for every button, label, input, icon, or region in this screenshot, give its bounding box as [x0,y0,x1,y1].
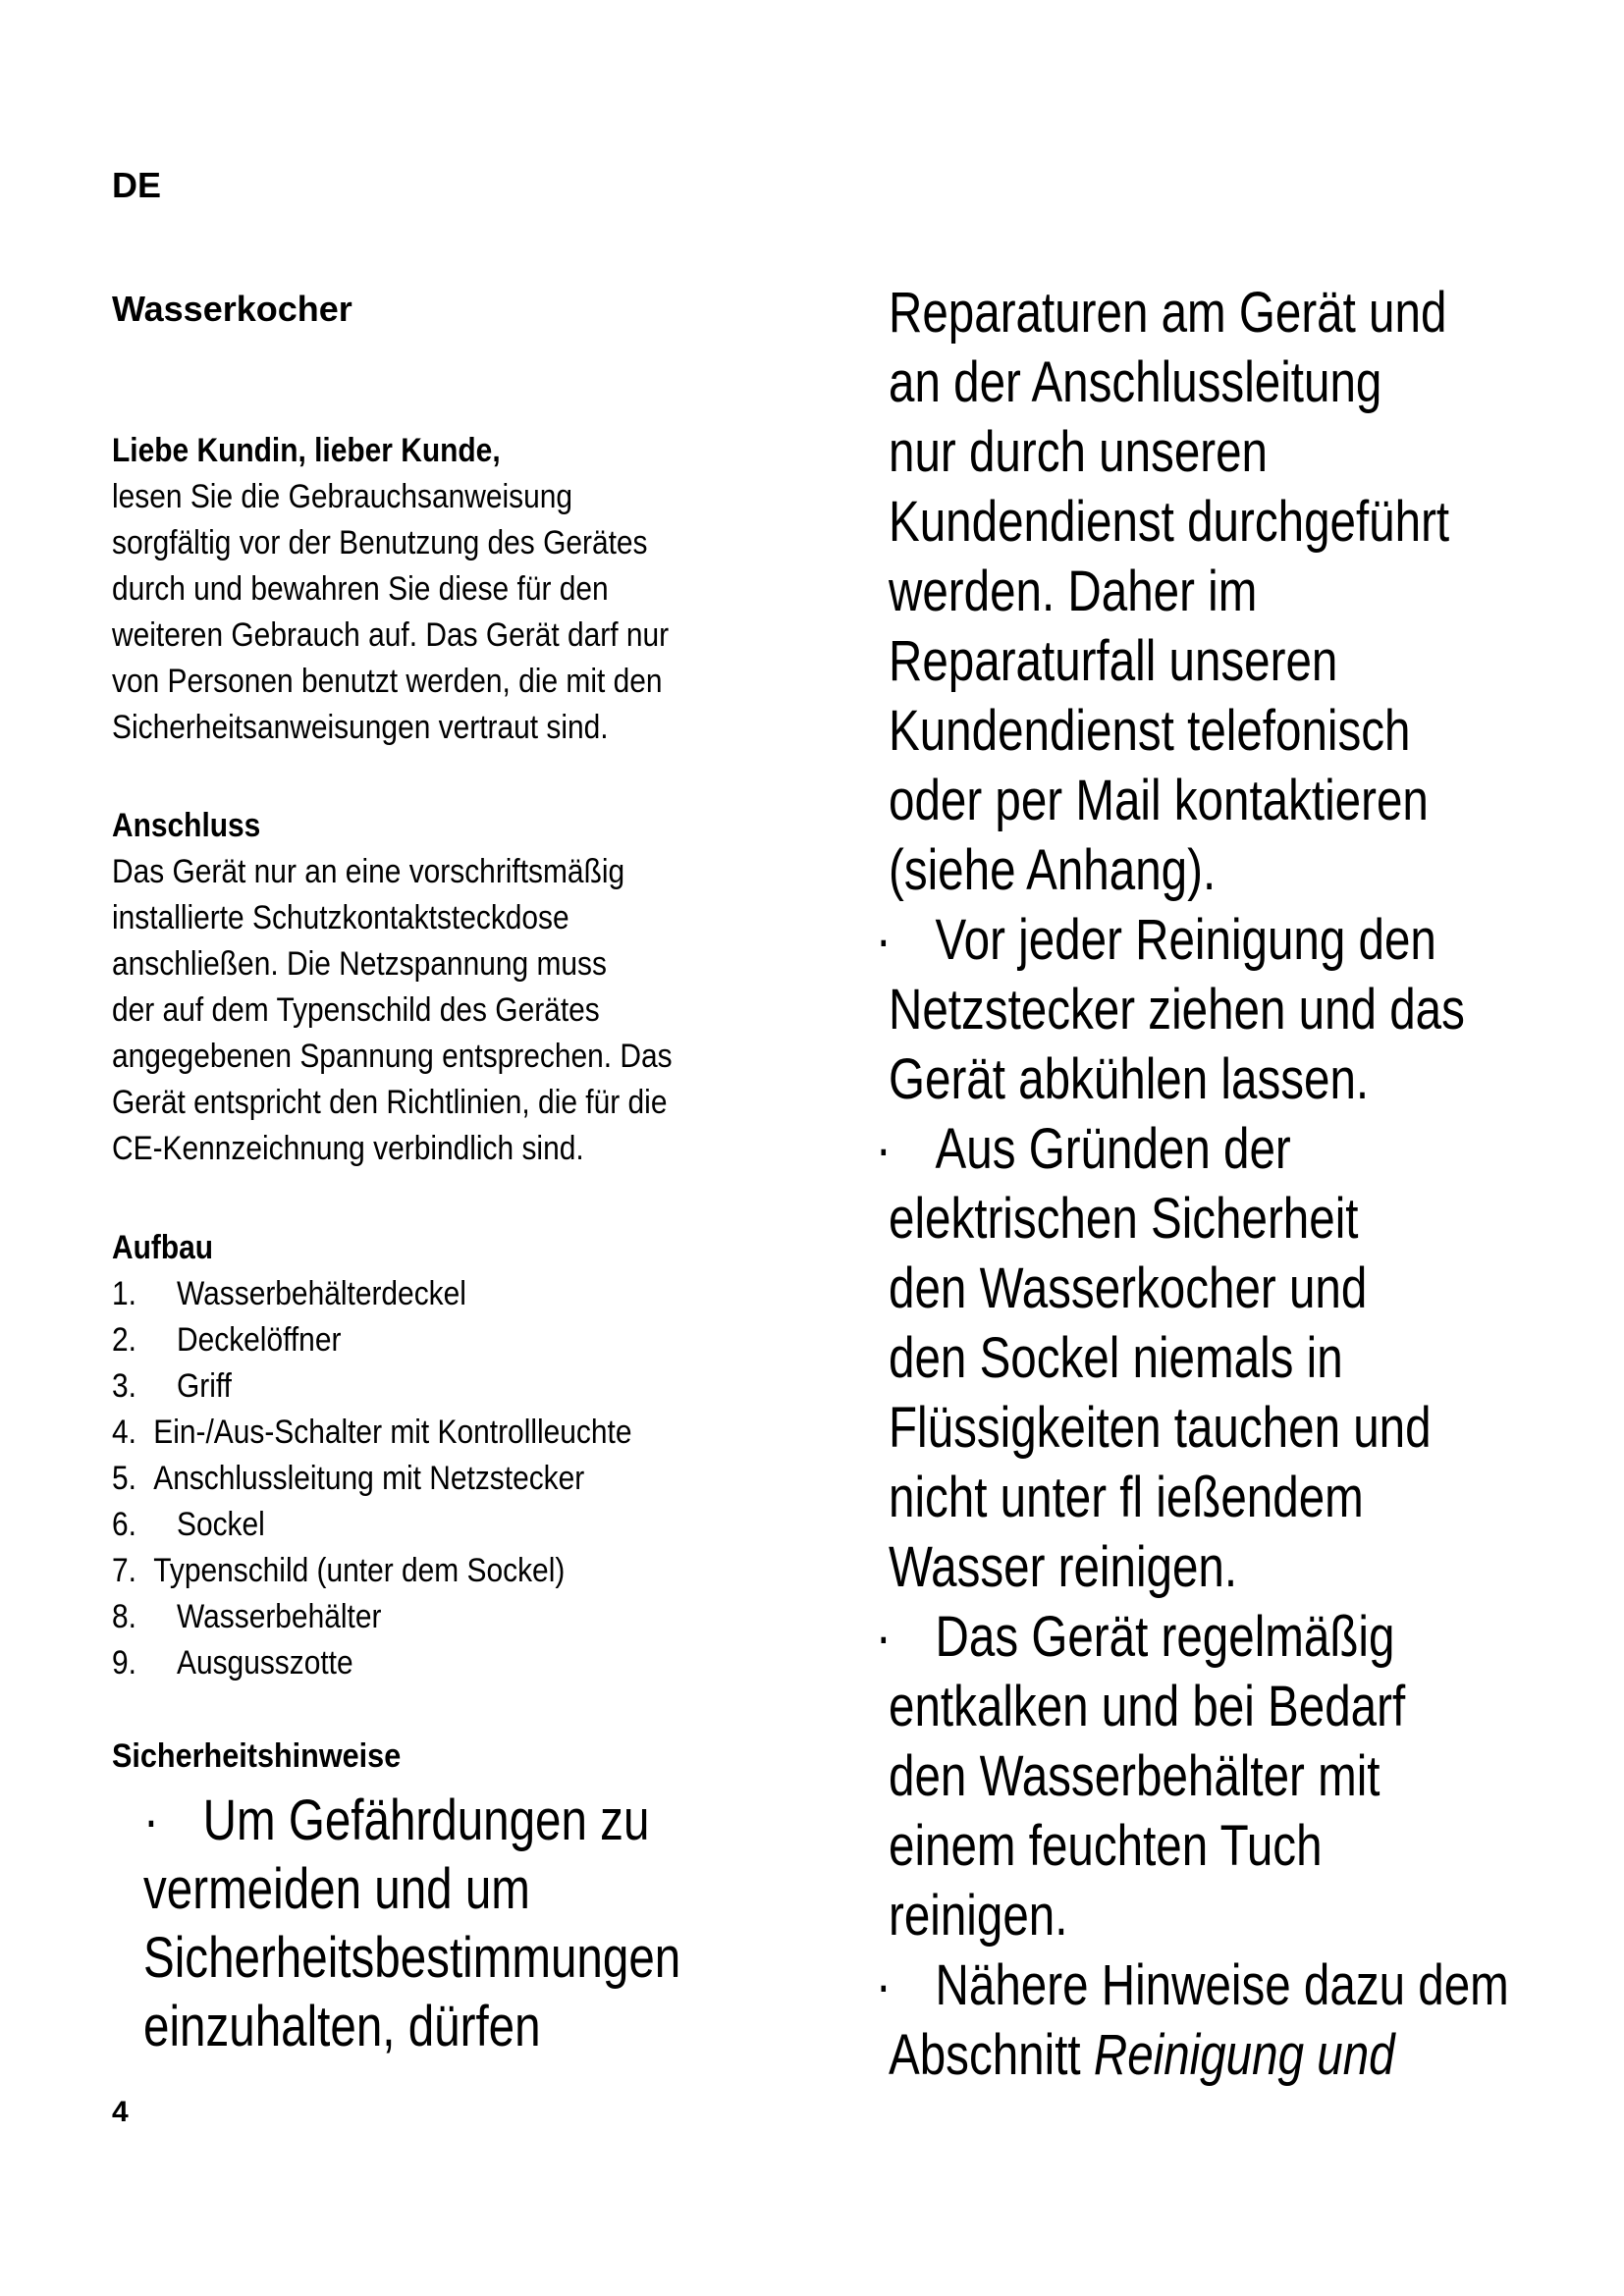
greeting-line: sorgfältig vor der Benutzung des Gerätes [112,524,648,561]
safety-line-text: Vor jeder Reinigung den [935,908,1436,972]
safety-line-text: Das Gerät regelmäßig [935,1605,1395,1669]
connection-line: Gerät entspricht den Richtlinien, die für die [112,1084,668,1121]
connection-line: anschließen. Die Netzspannung muss [112,945,607,983]
greeting-line: von Personen benutzt werden, die mit den [112,663,663,700]
item-text: Ausgusszotte [177,1644,353,1682]
parts-list [112,1271,699,1686]
safety-line-text: Abschnitt [889,2023,1094,2087]
item-text: Griff [177,1367,232,1405]
language-code: DE [112,165,162,205]
item-number: 2. [112,1321,136,1359]
safety-line: oder per Mail kontaktieren [889,769,1429,832]
safety-line [876,1603,1509,1673]
document-title: Wasserkocher [112,289,352,329]
item-number: 3. [112,1367,136,1405]
safety-line [876,906,1509,976]
section-reference: Reinigung und [1093,2023,1395,2087]
item-text: Deckelöffner [177,1321,342,1359]
greeting-line: Sicherheitsanweisungen vertraut sind. [112,709,609,746]
safety-line: reinigen. [889,1884,1068,1948]
safety-heading: Sicherheitshinweise [112,1737,402,1775]
list-item [112,1410,699,1456]
safety-line: einem feuchten Tuch [889,1814,1323,1878]
list-item [112,1502,699,1548]
safety-line: Netzstecker ziehen und das [889,978,1465,1041]
safety-text-left [143,1787,680,2061]
safety-line: den Wasserbehälter mit [889,1744,1380,1808]
item-text: Anschlussleitung mit Netzstecker [153,1460,585,1497]
safety-line: einzuhalten, dürfen [143,1995,541,2058]
greeting-heading: Liebe Kundin, lieber Kunde, [112,432,501,469]
connection-line: CE-Kennzeichnung verbindlich sind. [112,1130,584,1167]
safety-line [876,1951,1509,2021]
safety-line-text: Aus Gründen der [935,1117,1291,1181]
safety-line [876,1115,1509,1185]
item-text: Ein-/Aus-Schalter mit Kontrollleuchte [153,1414,632,1451]
list-item [112,1271,699,1317]
safety-line: den Sockel niemals in [889,1326,1343,1390]
safety-line: vermeiden und um [143,1857,530,1921]
connection-line: Das Gerät nur an eine vorschriftsmäßig [112,853,625,890]
list-item [112,1456,699,1502]
connection-heading: Anschluss [112,807,261,844]
bullet: · [875,1117,892,1181]
item-text: Wasserbehälterdeckel [177,1275,466,1312]
safety-text-right [875,279,1509,2091]
item-number: 6. [112,1506,136,1543]
safety-line: Reparaturen am Gerät und [889,281,1447,345]
item-number: 1. [112,1275,136,1312]
item-text: Typenschild (unter dem Sockel) [153,1552,566,1589]
safety-line-text: Nähere Hinweise dazu dem [935,1953,1509,2017]
safety-line: nur durch unseren [889,420,1269,484]
item-text: Wasserbehälter [177,1598,382,1635]
safety-line: Gerät abkühlen lassen. [889,1047,1370,1111]
safety-line: Kundendienst telefonisch [889,699,1411,763]
item-number: 8. [112,1598,136,1635]
list-item [112,1594,699,1640]
connection-line: angegebenen Spannung entsprechen. Das [112,1038,673,1075]
connection-line: installierte Schutzkontaktsteckdose [112,899,569,936]
item-number: 4. [112,1414,136,1451]
safety-line: Flüssigkeiten tauchen und [889,1396,1432,1460]
item-number: 9. [112,1644,136,1682]
greeting-line: lesen Sie die Gebrauchsanweisung [112,478,573,515]
list-item [112,1548,699,1594]
page-number: 4 [112,2096,129,2128]
safety-line: nicht unter fl ießendem [889,1466,1364,1529]
item-text: Sockel [177,1506,265,1543]
safety-line [143,1787,680,1855]
safety-line: werden. Daher im [889,560,1258,623]
bullet: · [875,908,892,972]
bullet: · [875,1605,892,1669]
safety-line: (siehe Anhang). [889,838,1217,902]
safety-line: Wasser reinigen. [889,1535,1238,1599]
safety-line: elektrischen Sicherheit [889,1187,1359,1251]
greeting-line: weiteren Gebrauch auf. Das Gerät darf nur [112,616,670,654]
safety-line: Kundendienst durchgeführt [889,490,1450,554]
list-item [112,1317,699,1363]
list-item [112,1363,699,1410]
safety-line: an der Anschlussleitung [889,350,1382,414]
item-number: 7. [112,1552,136,1589]
safety-line: den Wasserkocher und [889,1256,1368,1320]
bullet: · [875,1953,892,2017]
safety-line-text: Um Gefährdungen zu [202,1789,650,1852]
item-number: 5. [112,1460,136,1497]
safety-line: entkalken und bei Bedarf [889,1675,1406,1738]
list-item [112,1640,699,1686]
connection-section [112,803,699,1172]
safety-line [889,2021,1509,2091]
safety-line: Reparaturfall unseren [889,629,1338,693]
parts-section [112,1225,699,1686]
greeting-section [112,428,699,751]
safety-line: Sicherheitsbestimmungen [143,1926,681,1990]
bullet: · [143,1789,159,1852]
parts-heading: Aufbau [112,1229,214,1266]
connection-line: der auf dem Typenschild des Gerätes [112,991,600,1029]
greeting-line: durch und bewahren Sie diese für den [112,570,609,608]
